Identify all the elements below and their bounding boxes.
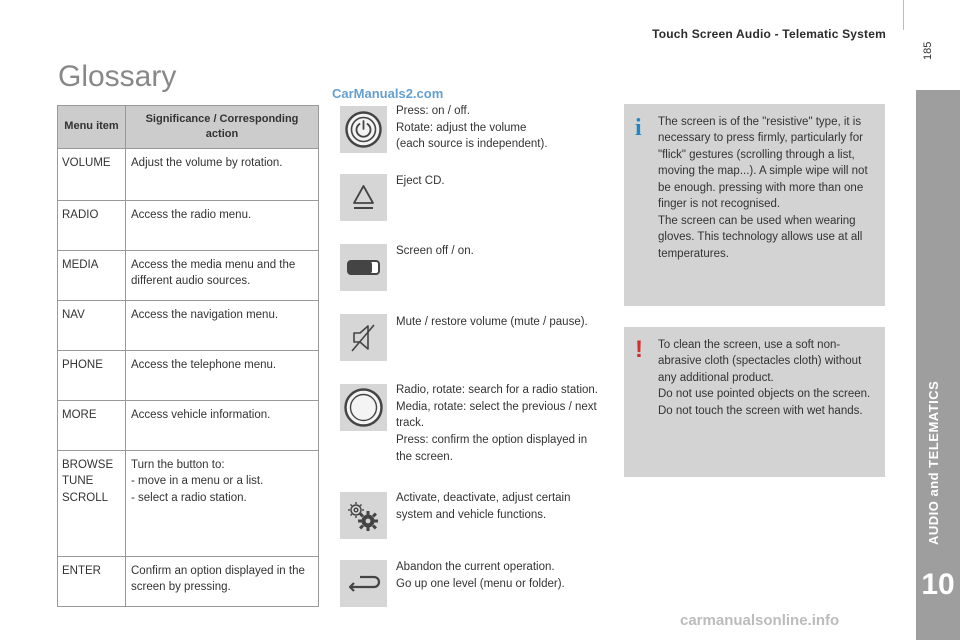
menu-item-cell: NAV: [58, 300, 126, 350]
table-row: [58, 148, 319, 200]
info-note-text: The screen is of the "resistive" type, it is necessary to press firmly, particularly for "flick" gestures (scrolling through a list, moving the map...). A simple wipe will not be enough. pressing with more than one finger is not recognised. The screen can be used when wearing gloves. This technology allows use at all temperatures.: [658, 116, 868, 260]
menu-item-cell: RADIO: [58, 200, 126, 250]
action-cell: Access vehicle information.: [126, 400, 319, 450]
rotary-knob-icon: [340, 384, 387, 431]
warning-icon: !: [635, 336, 643, 363]
watermark-bottom: carmanualsonline.info: [680, 612, 840, 629]
column-header-action: Significance / Corresponding action: [126, 106, 319, 149]
chapter-number: 10: [921, 568, 955, 601]
power-icon: [340, 106, 387, 153]
table-row: [58, 450, 319, 556]
settings-gears-icon: [340, 492, 387, 539]
eject-icon: [340, 174, 387, 221]
chapter-sidebar: [916, 90, 960, 640]
menu-item-cell: PHONE: [58, 350, 126, 400]
page-title: Glossary: [58, 60, 177, 93]
info-icon: i: [635, 115, 642, 141]
mute-icon: [340, 314, 387, 361]
watermark-top: CarManuals2.com: [332, 86, 444, 101]
menu-item-cell: MORE: [58, 400, 126, 450]
table-row: [58, 200, 319, 250]
table-row: [58, 350, 319, 400]
warning-note-box: [624, 327, 885, 477]
menu-item-cell: BROWSE TUNE SCROLL: [58, 450, 126, 556]
header-divider: [903, 0, 904, 30]
warning-note-text: To clean the screen, use a soft non-abrasive cloth (spectacles cloth) without any additional product. Do not use pointed objects on the screen. Do not touch the screen with wet hands.: [658, 339, 871, 417]
power-description: Press: on / off. Rotate: adjust the volume (each source is independent).: [396, 105, 548, 151]
action-cell: Confirm an option displayed in the screen by pressing.: [126, 556, 319, 606]
table-row: [58, 300, 319, 350]
screen-toggle-description: Screen off / on.: [396, 245, 474, 257]
sidebar-section-label: AUDIO and TELEMATICS: [926, 380, 941, 545]
running-header: Touch Screen Audio - Telematic System: [652, 27, 886, 41]
action-cell: Access the navigation menu.: [126, 300, 319, 350]
rotary-knob-description: Radio, rotate: search for a radio station. Media, rotate: select the previous / next track. Press: confirm the option displayed in the screen.: [396, 384, 598, 463]
back-arrow-icon: [340, 560, 387, 607]
glossary-table: [57, 105, 319, 607]
table-header-row: [58, 106, 319, 149]
action-cell: Access the telephone menu.: [126, 350, 319, 400]
menu-item-cell: VOLUME: [58, 148, 126, 200]
column-header-menu-item: Menu item: [58, 106, 126, 149]
table-row: [58, 556, 319, 606]
eject-description: Eject CD.: [396, 175, 445, 187]
action-cell: Adjust the volume by rotation.: [126, 148, 319, 200]
table-row: [58, 400, 319, 450]
mute-description: Mute / restore volume (mute / pause).: [396, 316, 588, 328]
menu-item-cell: ENTER: [58, 556, 126, 606]
screen-toggle-icon: [340, 244, 387, 291]
menu-item-cell: MEDIA: [58, 250, 126, 300]
action-cell: Turn the button to: - move in a menu or a list. - select a radio station.: [126, 450, 319, 556]
info-note-box: [624, 104, 885, 306]
back-description: Abandon the current operation. Go up one level (menu or folder).: [396, 561, 565, 590]
action-cell: Access the radio menu.: [126, 200, 319, 250]
action-cell: Access the media menu and the different audio sources.: [126, 250, 319, 300]
settings-description: Activate, deactivate, adjust certain system and vehicle functions.: [396, 492, 571, 521]
page-number: 185: [922, 41, 934, 60]
table-row: [58, 250, 319, 300]
